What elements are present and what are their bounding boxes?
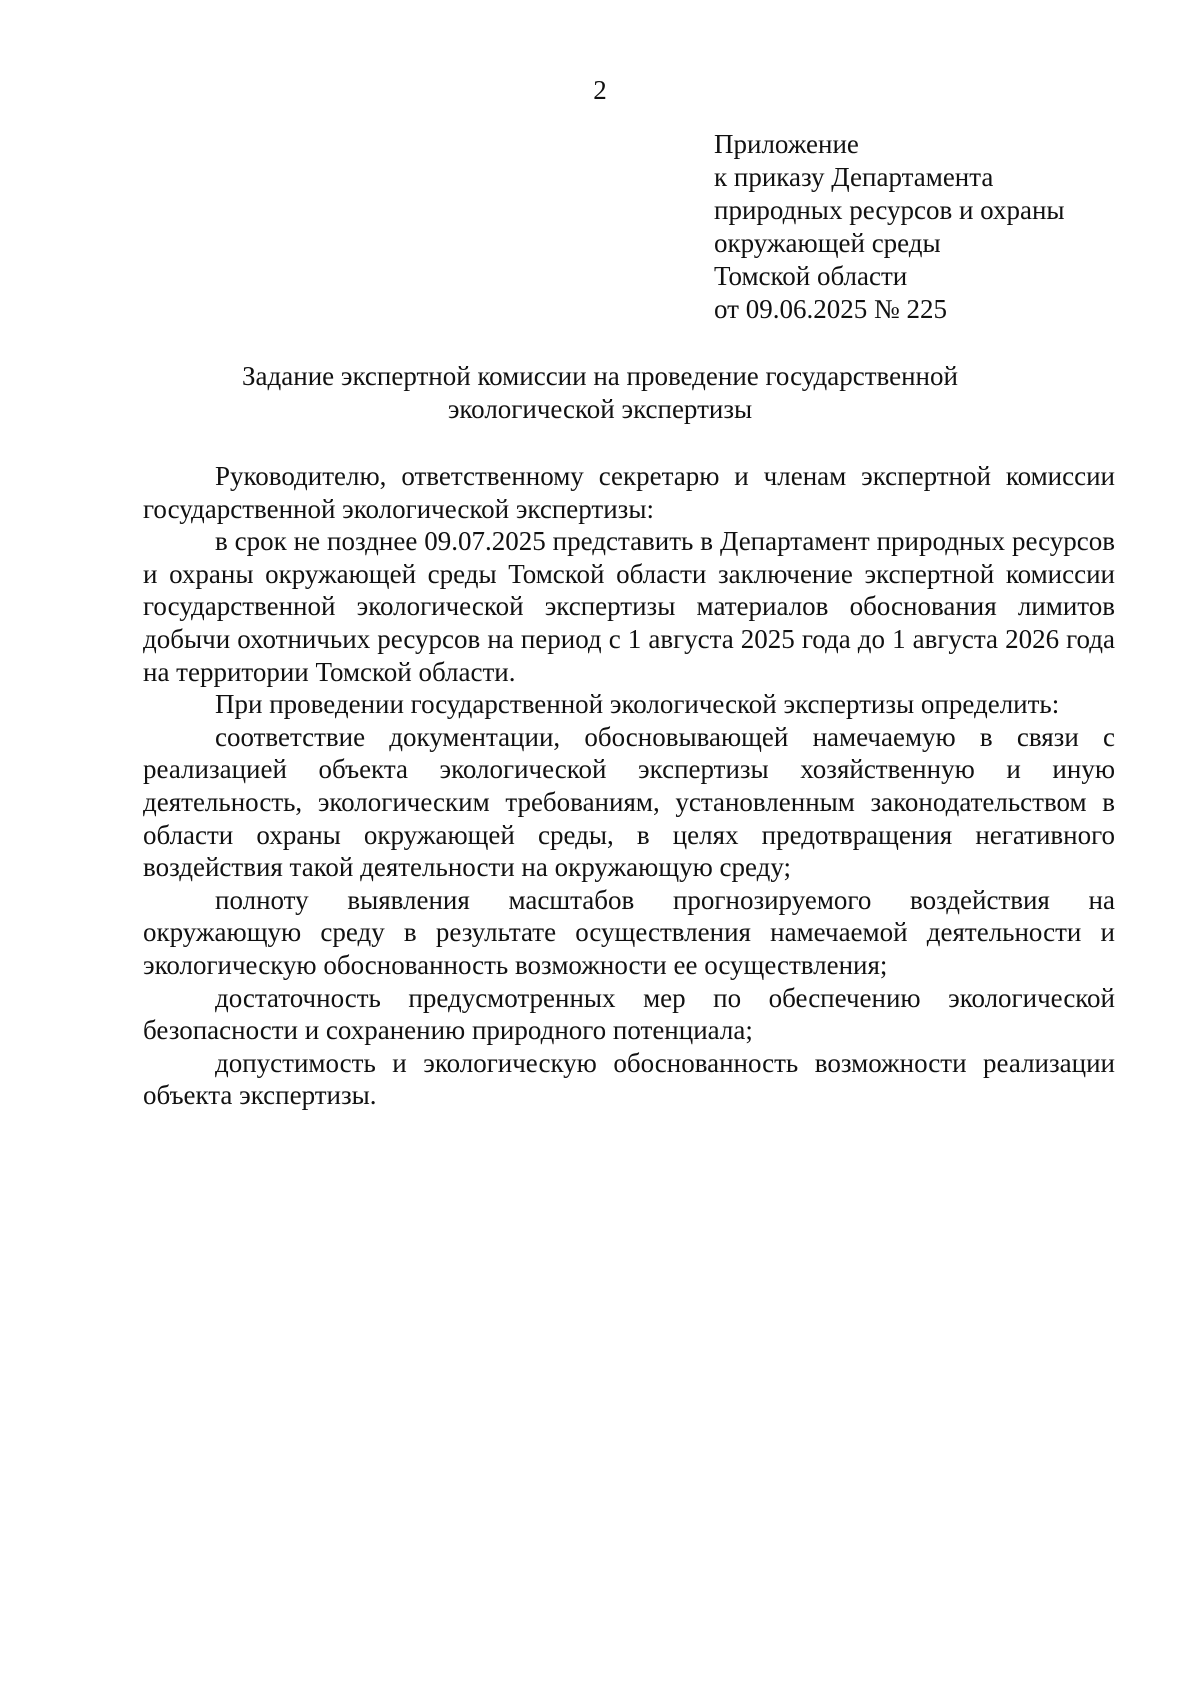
document-title [160,360,1040,426]
annex-header [714,128,1164,326]
annex-line: от 09.06.2025 № 225 [714,294,947,324]
title-line: Задание экспертной комиссии на проведение государственной [242,361,958,391]
annex-line: Томской области [714,261,908,291]
annex-line: Приложение [714,129,859,159]
document-body [143,460,1115,1112]
paragraph: полноту выявления масштабов прогнозируемого воздействия на окружающую среду в результате осуществления намечаемой деятельности и экологическую обоснованность возможности ее осуществления; [143,884,1115,980]
annex-line: природных ресурсов и охраны [714,195,1065,225]
annex-line: к приказу Департамента [714,162,994,192]
paragraph: Руководителю, ответственному секретарю и членам экспертной комиссии государственной экологической экспертизы: [143,461,1115,524]
paragraph: в срок не позднее 09.07.2025 представить в Департамент природных ресурсов и охраны окружающей среды Томской области заключение экспертной комиссии государственной экологической экспертизы материалов обоснования лимитов добычи охотничьих ресурсов на период с 1 августа 2025 года до 1 августа 2026 года на территории Томской области. [143,526,1115,687]
paragraph: При проведении государственной экологической экспертизы определить: [215,689,1060,720]
page-number: 2 [593,75,607,105]
paragraph: соответствие документации, обосновывающей намечаемую в связи с реализацией объекта экологической экспертизы хозяйственную и иную деятельность, экологическим требованиям, установленным законодательством в области охраны окружающей среды, в целях предотвращения негативного воздействия такой деятельности на окружающую среду; [143,721,1115,883]
paragraph: достаточность предусмотренных мер по обеспечению экологической безопасности и сохранению природного потенциала; [143,982,1115,1046]
title-line: экологической экспертизы [447,394,753,424]
annex-line: окружающей среды [714,228,941,258]
paragraph: допустимость и экологическую обоснованность возможности реализации объекта экспертизы. [143,1047,1115,1111]
